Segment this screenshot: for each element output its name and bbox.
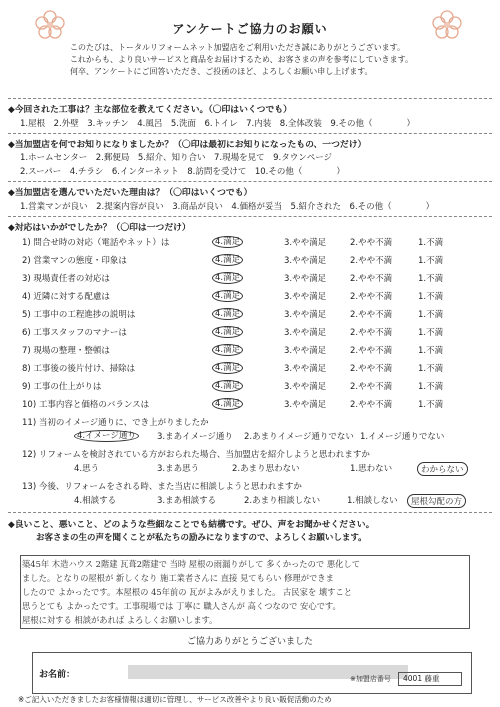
comment-line: 築45年 木造ハウス 2階建 瓦葺2階建で 当時 屋根の雨漏りがして 多くかったので 悪化して bbox=[22, 559, 361, 569]
rating-row bbox=[22, 360, 492, 378]
rating-choice-3[interactable]: 3.やや満足 bbox=[284, 310, 327, 320]
rating-choice-3[interactable]: 3.やや満足 bbox=[284, 274, 327, 284]
comment-line: したので よかったです。本屋根の 45年前の 瓦がよみがえりました。 古民家を 壊すこと bbox=[22, 587, 353, 597]
rating-choice-2[interactable]: 2.やや不満 bbox=[350, 274, 393, 284]
rating-choice-2[interactable]: 2.やや不満 bbox=[350, 328, 393, 338]
rating-choice-1[interactable]: 1.不満 bbox=[418, 400, 444, 410]
rating-row-label: 7) 現場の整理・整頓は bbox=[22, 346, 110, 356]
store-number-field: 4001 藤重 bbox=[398, 672, 462, 686]
rating-row bbox=[22, 270, 492, 288]
rating-choice-4[interactable]: 4.満足 bbox=[212, 326, 243, 338]
q12-choice-4[interactable]: 4.思う bbox=[74, 464, 100, 474]
rating-choice-3[interactable]: 3.やや満足 bbox=[284, 400, 327, 410]
rating-choice-4[interactable]: 4.満足 bbox=[212, 398, 243, 410]
thanks-text: ご協力ありがとうございました bbox=[186, 637, 313, 647]
q11-choices bbox=[22, 428, 492, 446]
rating-choice-4[interactable]: 4.満足 bbox=[212, 290, 243, 302]
q13-choice-2[interactable]: 2.あまり相談しない bbox=[244, 496, 321, 506]
q3-options[interactable]: 1.営業マンが良い 2.提案内容が良い 3.商品が良い 4.価格が妥当 5.紹介された 6.その他（ ） bbox=[20, 202, 435, 212]
rating-row-label: 8) 工事後の後片付け、掃除は bbox=[22, 364, 136, 374]
rating-choice-3[interactable]: 3.やや満足 bbox=[284, 382, 327, 392]
q12-choices bbox=[22, 460, 492, 478]
name-label: お名前： bbox=[39, 670, 76, 680]
rating-choice-2[interactable]: 2.やや不満 bbox=[350, 364, 393, 374]
rating-row bbox=[22, 396, 492, 414]
divider bbox=[8, 98, 492, 99]
rating-row bbox=[22, 234, 492, 252]
rating-choice-3[interactable]: 3.やや満足 bbox=[284, 292, 327, 302]
rating-choice-2[interactable]: 2.やや不満 bbox=[350, 238, 393, 248]
rating-choice-1[interactable]: 1.不満 bbox=[418, 328, 444, 338]
q1-label: ◆今回された工事は？主な部位を教えてください。（〇印はいくつでも） bbox=[8, 105, 292, 115]
rating-row-label: 10) 工事内容と価格のバランスは bbox=[22, 400, 150, 410]
rating-choice-1[interactable]: 1.不満 bbox=[418, 292, 444, 302]
q1-options[interactable]: 1.屋根 2.外壁 3.キッチン 4.風呂 5.洗面 6.トイレ 7.内装 8.全体改装 9.その他（ ） bbox=[20, 119, 415, 129]
rating-row-label: 2) 営業マンの態度・印象は bbox=[22, 256, 127, 266]
rating-choice-3[interactable]: 3.やや満足 bbox=[284, 328, 327, 338]
rating-choice-3[interactable]: 3.やや満足 bbox=[284, 238, 327, 248]
comment-line: ました。となりの屋根が 新しくなり 施工業者さんに 直接 見てもらい 修理ができま bbox=[22, 573, 334, 583]
rating-choice-3[interactable]: 3.やや満足 bbox=[284, 256, 327, 266]
rating-row-label: 5) 工事中の工程進捗の説明は bbox=[22, 310, 136, 320]
rating-choice-1[interactable]: 1.不満 bbox=[418, 274, 444, 284]
comment-line: 屋根に対する 相談があれば よろしくお願いします。 bbox=[22, 615, 218, 625]
rating-row bbox=[22, 378, 492, 396]
q11-choice-1[interactable]: 1.イメージ通りでない bbox=[360, 432, 445, 442]
q13-choice-1[interactable]: 1.相談しない bbox=[347, 496, 398, 506]
rating-choice-4[interactable]: 4.満足 bbox=[212, 272, 243, 284]
rating-choice-4[interactable]: 4.満足 bbox=[212, 254, 243, 266]
intro-text: このたびは、トータルリフォームネット加盟店をご利用いただき誠にありがとうございます。 これからも、より良いサービスと商品をお届けするため、お客さまの声を参考にしていきます。 何卒、アンケートにご回答いただき、ご投函のほど、よろしくお願い申し上げます。 bbox=[70, 43, 414, 76]
q12-handwritten-answer: わからない bbox=[417, 462, 468, 476]
comment-line: 思うとても よかったです。工事現場では 丁寧に 職人さんが 高くつなので 安心です。 bbox=[22, 601, 341, 611]
q13-handwritten-answer: 屋根勾配の方 bbox=[407, 494, 466, 508]
rating-choice-1[interactable]: 1.不満 bbox=[418, 346, 444, 356]
rating-choice-2[interactable]: 2.やや不満 bbox=[350, 292, 393, 302]
rating-row bbox=[22, 252, 492, 270]
rating-choice-3[interactable]: 3.やや満足 bbox=[284, 364, 327, 374]
rating-row-label: 6) 工事スタッフのマナーは bbox=[22, 328, 127, 338]
rating-choice-2[interactable]: 2.やや不満 bbox=[350, 256, 393, 266]
rating-choice-4[interactable]: 4.満足 bbox=[212, 380, 243, 392]
q14-label: ◆良いこと、悪いこと、どのような些細なことでも結構です。ぜひ、声をお聞かせください。 bbox=[8, 520, 375, 530]
rating-choice-2[interactable]: 2.やや不満 bbox=[350, 382, 393, 392]
rating-choice-4[interactable]: 4.満足 bbox=[212, 308, 243, 320]
q11-label: 11) 当初のイメージ通りに、でき上がりましたか bbox=[22, 418, 209, 428]
footer-note-1: ※ご記入いただきましたお客様情報は適切に管理し、サービス改善やより良い販促活動のため bbox=[18, 695, 332, 704]
q2-label: ◆当加盟店を何でお知りになりましたか？（〇印は最初にお知りになったもの、一つだけ） bbox=[8, 140, 367, 150]
q12-choice-2[interactable]: 2.あまり思わない bbox=[232, 464, 300, 474]
q11-choice-2[interactable]: 2.あまりイメージ通りでない bbox=[244, 432, 354, 442]
q3-label: ◆当加盟店を選んでいただいた理由は？（〇印はいくつでも） bbox=[8, 188, 253, 198]
q11-choice-3[interactable]: 3.まあイメージ通り bbox=[157, 432, 233, 442]
rating-row-label: 9) 工事の仕上がりは bbox=[22, 382, 102, 392]
rating-row bbox=[22, 288, 492, 306]
rating-row-label: 4) 近隣に対する配慮は bbox=[22, 292, 110, 302]
q2-options-row1[interactable]: 1.ホームセンター 2.郵便局 5.紹介、知り合い 7.現場を見て 9.タウンページ bbox=[20, 153, 333, 163]
rating-choice-4[interactable]: 4.満足 bbox=[212, 236, 243, 248]
rating-choice-1[interactable]: 1.不満 bbox=[418, 382, 444, 392]
q11-choice-4[interactable]: 4.イメージ通り bbox=[74, 430, 139, 442]
q12-choice-3[interactable]: 3.まあ思う bbox=[157, 464, 200, 474]
rating-choice-2[interactable]: 2.やや不満 bbox=[350, 400, 393, 410]
rating-choice-1[interactable]: 1.不満 bbox=[418, 256, 444, 266]
rating-choice-2[interactable]: 2.やや不満 bbox=[350, 310, 393, 320]
q12-label: 12) リフォームを検討されている方がおられた場合、当加盟店を紹介しようと思われますか bbox=[22, 450, 370, 460]
rating-row bbox=[22, 342, 492, 360]
q4-label: ◆対応はいかがでしたか？（〇印は一つだけ） bbox=[8, 223, 191, 233]
q13-choice-3[interactable]: 3.まあ相談する bbox=[157, 496, 217, 506]
rating-choice-1[interactable]: 1.不満 bbox=[418, 238, 444, 248]
q13-choice-4[interactable]: 4.相談する bbox=[74, 496, 117, 506]
rating-choice-3[interactable]: 3.やや満足 bbox=[284, 346, 327, 356]
rating-choice-4[interactable]: 4.満足 bbox=[212, 362, 243, 374]
rating-row bbox=[22, 306, 492, 324]
q13-choices bbox=[22, 492, 492, 510]
rating-row bbox=[22, 324, 492, 342]
rating-row-label: 1) 問合せ時の対応（電話やネット）は bbox=[22, 238, 170, 248]
rating-choice-4[interactable]: 4.満足 bbox=[212, 344, 243, 356]
divider bbox=[8, 512, 492, 513]
page-title: アンケートご協力のお願い bbox=[172, 22, 328, 36]
rating-choice-1[interactable]: 1.不満 bbox=[418, 310, 444, 320]
rating-choice-2[interactable]: 2.やや不満 bbox=[350, 346, 393, 356]
q12-choice-1[interactable]: 1.思わない bbox=[350, 464, 393, 474]
q2-options-row2[interactable]: 2.スーパー 4.チラシ 6.インターネット 8.訪問を受けて 10.その他（ ） bbox=[20, 167, 345, 177]
q13-label: 13) 今後、リフォームをされる時、また当店に相談しようと思われますか bbox=[22, 482, 302, 492]
rating-row-label: 3) 現場責任者の対応は bbox=[22, 274, 110, 284]
divider bbox=[8, 133, 492, 134]
store-number-label: ※加盟店番号 bbox=[350, 675, 391, 683]
divider bbox=[8, 216, 492, 217]
q14-sub: お客さまの生の声を聞くことが私たちの励みになりますので、よろしくお願いします。 bbox=[36, 533, 367, 543]
rating-choice-1[interactable]: 1.不満 bbox=[418, 364, 444, 374]
divider bbox=[8, 181, 492, 182]
